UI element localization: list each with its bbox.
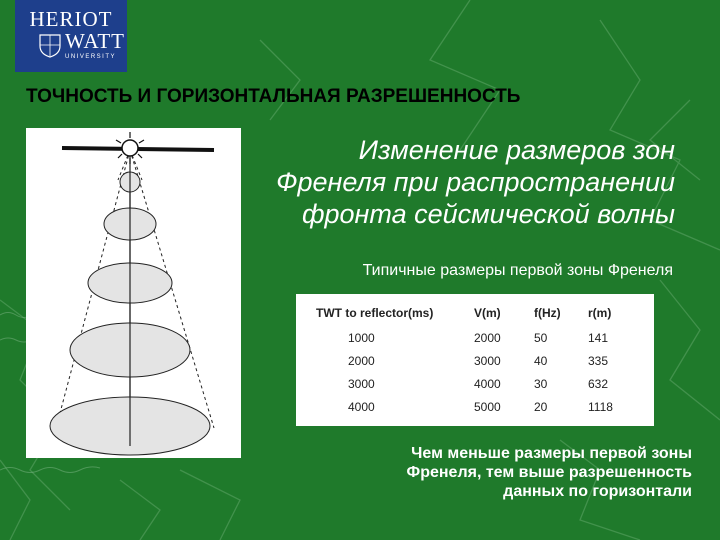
column-header: f(Hz) — [534, 306, 561, 320]
fresnel-table — [296, 294, 654, 426]
table-cell: 5000 — [474, 399, 501, 414]
column-header: r(m) — [588, 306, 612, 320]
table-row — [302, 372, 650, 395]
table-cell: 141 — [588, 330, 609, 345]
subtitle-line: фронта сейсмической волны — [301, 199, 675, 229]
university-logo — [15, 0, 127, 72]
subtitle-line: Изменение размеров зон — [358, 135, 675, 165]
table-cell: 40 — [534, 353, 548, 368]
logo-line2: WATT — [65, 29, 125, 53]
conclusion-line: Чем меньше размеры первой зоны — [411, 445, 692, 462]
fresnel-cone-diagram — [26, 128, 241, 458]
table-cell: 2000 — [474, 330, 501, 345]
table-cell: 3000 — [348, 376, 375, 391]
column-header: TWT to reflector(ms) — [316, 306, 434, 320]
conclusion-line: данных по горизонтали — [503, 483, 692, 500]
conclusion-line: Френеля, тем выше разрешенность — [406, 464, 692, 481]
table-row — [302, 326, 650, 349]
table-caption: Типичные размеры первой зоны Френеля — [362, 262, 673, 279]
table-cell: 2000 — [348, 353, 375, 368]
table-cell: 1000 — [348, 330, 375, 345]
subtitle-line: Френеля при распространении — [276, 167, 675, 197]
table-cell: 3000 — [474, 353, 501, 368]
table-header-row — [302, 300, 650, 326]
table-cell: 30 — [534, 376, 548, 391]
logo-line1: HERIOT — [29, 7, 113, 31]
logo-line3: UNIVERSITY — [65, 54, 117, 60]
university-shield-icon — [39, 34, 61, 58]
table-cell: 632 — [588, 376, 609, 391]
table-cell: 1118 — [588, 399, 613, 414]
table-row — [302, 349, 650, 372]
table-cell: 4000 — [474, 376, 501, 391]
column-header: V(m) — [474, 306, 501, 320]
slide-subtitle — [250, 134, 675, 230]
table-cell: 50 — [534, 330, 548, 345]
conclusion-text — [300, 444, 692, 501]
table-cell: 20 — [534, 399, 548, 414]
table-cell: 335 — [588, 353, 609, 368]
table-cell: 4000 — [348, 399, 375, 414]
table-row — [302, 395, 650, 418]
slide-title: ТОЧНОСТЬ И ГОРИЗОНТАЛЬНАЯ РАЗРЕШЕННОСТЬ — [26, 86, 521, 107]
